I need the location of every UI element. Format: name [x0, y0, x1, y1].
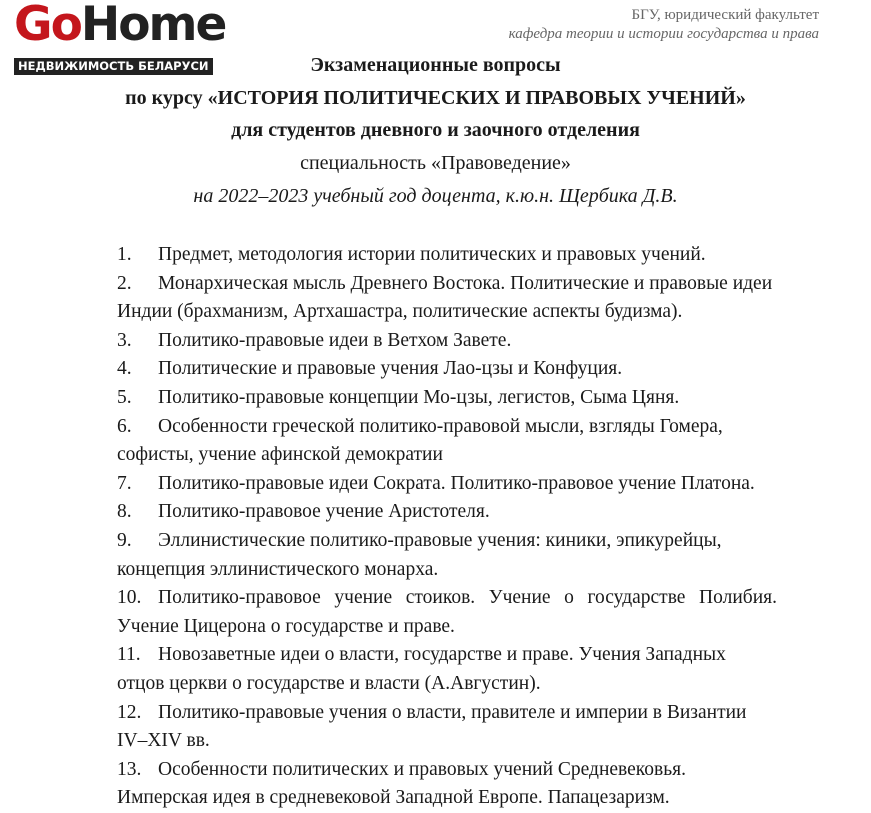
question-text: Политико-правовые учения о власти, правителе и империи в Византии IV–XIV вв.	[117, 701, 747, 752]
question-number: 9.	[117, 529, 132, 551]
question-item	[117, 527, 777, 584]
question-number: 13.	[117, 758, 142, 780]
questions-list	[117, 241, 777, 813]
question-number: 1.	[117, 244, 132, 265]
question-item	[117, 413, 777, 470]
question-text: Политико-правовые идеи в Ветхом Завете.	[158, 329, 512, 351]
question-item	[117, 327, 777, 356]
question-item	[117, 699, 777, 756]
question-number: 8.	[117, 501, 132, 523]
question-item	[117, 641, 777, 698]
question-number: 2.	[117, 272, 132, 294]
question-number: 6.	[117, 415, 132, 437]
question-text: Политико-правовое учение стоиков. Учение о государстве Полибия. Учение Цицерона о государстве и праве.	[117, 587, 777, 637]
header-department: кафедра теории и истории государства и права	[508, 26, 819, 42]
question-text: Эллинистические политико-правовые учения: киники, эпикурейцы, концепция эллинистического монарха.	[117, 529, 722, 580]
question-item	[117, 470, 777, 499]
year-author: на 2022–2023 учебный год доцента, к.ю.н. Щербика Д.В.	[193, 185, 678, 207]
question-number: 11.	[117, 644, 141, 666]
question-text: Политико-правовое учение Аристотеля.	[158, 501, 490, 523]
audience: для студентов дневного и заочного отделения	[231, 119, 640, 141]
logo-tagline: НЕДВИЖИМОСТЬ БЕЛАРУСИ	[14, 58, 213, 75]
question-number: 12.	[117, 701, 142, 723]
question-item	[117, 241, 777, 270]
question-text: Политико-правовые идеи Сократа. Политико-правовое учение Платона.	[158, 472, 755, 494]
question-text: Особенности политических и правовых учений Средневековья. Имперская идея в средневековой Западной Европе. Папацезаризм.	[117, 758, 686, 809]
question-number: 10.	[117, 587, 142, 609]
question-text: Монархическая мысль Древнего Востока. Политические и правовые идеи Индии (брахманизм, Артхашастра, политические аспекты будизма).	[117, 272, 773, 323]
doc-title: Экзаменационные вопросы	[310, 54, 561, 76]
question-text: Предмет, методология истории политических и правовых учений.	[158, 244, 706, 265]
question-item	[117, 498, 777, 527]
question-item	[117, 270, 777, 327]
question-number: 5.	[117, 386, 132, 408]
question-item	[117, 756, 777, 813]
question-text: Политические и правовые учения Лао-цзы и Конфуция.	[158, 358, 623, 380]
question-item	[117, 355, 777, 384]
question-item	[117, 384, 777, 413]
specialty: специальность «Правоведение»	[300, 152, 571, 174]
question-text: Особенности греческой политико-правовой мысли, взгляды Гомера, софисты, учение афинской демократии	[117, 415, 723, 466]
course-title: по курсу «ИСТОРИЯ ПОЛИТИЧЕСКИХ И ПРАВОВЫХ УЧЕНИЙ»	[125, 87, 746, 109]
question-number: 3.	[117, 329, 132, 351]
gohome-watermark	[14, 0, 226, 78]
header-university: БГУ, юридический факультет	[631, 7, 819, 23]
question-number: 4.	[117, 358, 132, 380]
question-text: Новозаветные идеи о власти, государстве и праве. Учения Западных отцов церкви о государстве и власти (А.Августин).	[117, 644, 726, 694]
gohome-logo	[14, 0, 225, 54]
logo-go: Go	[14, 0, 81, 52]
question-number: 7.	[117, 472, 132, 494]
question-item	[117, 584, 777, 641]
logo-home: Home	[80, 0, 226, 52]
question-text: Политико-правовые концепции Мо-цзы, легистов, Сыма Цяня.	[158, 386, 680, 408]
